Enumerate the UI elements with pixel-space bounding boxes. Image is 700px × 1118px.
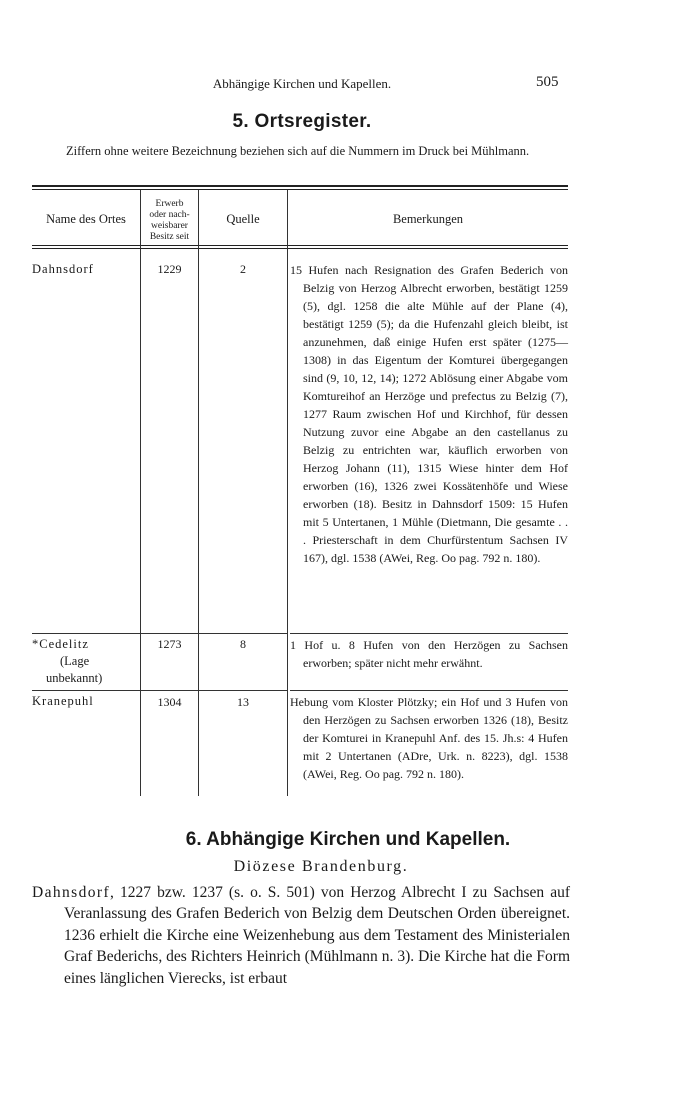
source-number: 13 bbox=[237, 695, 249, 709]
source-number: 8 bbox=[240, 637, 246, 651]
paragraph-lead-place: Dahnsdorf bbox=[32, 884, 111, 901]
header-name: Name des Ortes bbox=[46, 212, 126, 226]
place-note: unbekannt) bbox=[46, 671, 103, 685]
section-title: 6. Abhängige Kirchen und Kapellen. bbox=[185, 829, 511, 850]
remark-text bbox=[290, 693, 568, 783]
diocese-heading: Diözese Brandenburg. bbox=[233, 858, 409, 875]
acquired-year: 1273 bbox=[157, 637, 182, 651]
header-acquired-line: Besitz seit bbox=[149, 232, 190, 242]
column-divider bbox=[287, 190, 288, 796]
acquired-year: 1304 bbox=[157, 695, 182, 709]
running-head: Abhängige Kirchen und Kapellen. bbox=[212, 76, 392, 91]
place-name: *Cedelitz bbox=[32, 637, 89, 651]
header-acquired-line: Erwerb bbox=[155, 199, 184, 209]
row-divider bbox=[290, 690, 568, 691]
source-number: 2 bbox=[240, 262, 246, 276]
table-top-rule bbox=[32, 185, 568, 187]
acquired-year: 1229 bbox=[157, 262, 182, 276]
header-remarks: Bemerkungen bbox=[392, 212, 464, 226]
section-title: 5. Ortsregister. bbox=[232, 111, 372, 132]
remark-text bbox=[290, 261, 568, 567]
row-divider bbox=[32, 633, 140, 634]
row-divider bbox=[199, 690, 287, 691]
body-paragraph bbox=[32, 882, 570, 989]
header-acquired-line: oder nach- bbox=[149, 210, 190, 220]
remark-paragraph: Hebung vom Kloster Plötzky; ein Hof und 3 Hufen von den Herzögen zu Sachsen erworben 1326 (18), Besitz der Komturei in Kranepuhl Anf. des 15. Jh.s: 4 Hufen mit 2 Untertanen (ADre, Urk. n. 8223), dgl. 1538 (AWei, Reg. Oo pag. 792 n. 180). bbox=[290, 695, 568, 781]
row-divider bbox=[141, 633, 198, 634]
paragraph-text bbox=[32, 882, 570, 989]
row-divider bbox=[199, 633, 287, 634]
header-source: Quelle bbox=[226, 212, 260, 226]
remark-paragraph: 15 Hufen nach Resignation des Grafen Bederich von Belzig von Herzog Albrecht erworben, bestätigt 1259 (5), dgl. 1258 die alte Mühle auf der Plane (4), bestätigt 1259 (5); da die Hufenzahl gleich bleibt, ist anzunehmen, daß einige Hufen erst später (1275—1308) in das Eigentum der Komturei übergegangen sind (9, 10, 12, 14); 1272 Ablösung einer Abgabe vom Komtureihof an Herzöge und prefectus zu Belzig (7), 1277 Raum zwischen Hof und Kirchhof, für dessen Nutzung zuvor eine Abgabe an den castellanus zu Belzig zu entrichten war, käuflich erworben von Herzog Johann (11), 1315 Wiese hinter dem Hof erworben (16), 1326 zwei Kossätenhöfe und Wiese erworben (18). Besitz in Dahnsdorf 1509: 15 Hufen mit 5 Untertanen, 1 Mühle (Dietmann, Die gesamte . . . Priesterschaft in dem Churfürstentum Sachsen IV 167), dgl. 1538 (AWei, Reg. Oo pag. 792 n. 180). bbox=[290, 263, 568, 565]
header-bottom-rule-thin bbox=[32, 248, 568, 249]
place-name: Dahnsdorf bbox=[32, 262, 94, 276]
page-number: 505 bbox=[536, 74, 559, 90]
paragraph-body: , 1227 bzw. 1237 (s. o. S. 501) von Herzog Albrecht I zu Sachsen auf Veranlassung des Grafen Bederich von Belzig dem Deutschen Orden übereignet. 1236 erhielt die Kirche eine Weizenhebung aus dem Testament des Ministerialen Graf Bederichs, des Richters Heinrich (Mühlmann n. 3). Die Kirche hat die Form eines länglichen Vierecks, ist erbaut bbox=[64, 884, 570, 987]
header-acquired-line: weisbarer bbox=[151, 221, 188, 231]
intro-text: Ziffern ohne weitere Bezeichnung beziehen sich auf die Nummern im Druck bei Mühlmann. bbox=[66, 144, 530, 158]
row-divider bbox=[141, 690, 198, 691]
header-bottom-rule bbox=[32, 245, 568, 246]
table-top-rule-thin bbox=[32, 189, 568, 190]
place-name: Kranepuhl bbox=[32, 694, 94, 708]
remark-paragraph: 1 Hof u. 8 Hufen von den Herzögen zu Sachsen erworben; später nicht mehr erwähnt. bbox=[290, 638, 568, 670]
remark-text bbox=[290, 636, 568, 672]
row-divider bbox=[32, 690, 140, 691]
place-note: (Lage bbox=[60, 654, 90, 668]
row-divider bbox=[290, 633, 568, 634]
